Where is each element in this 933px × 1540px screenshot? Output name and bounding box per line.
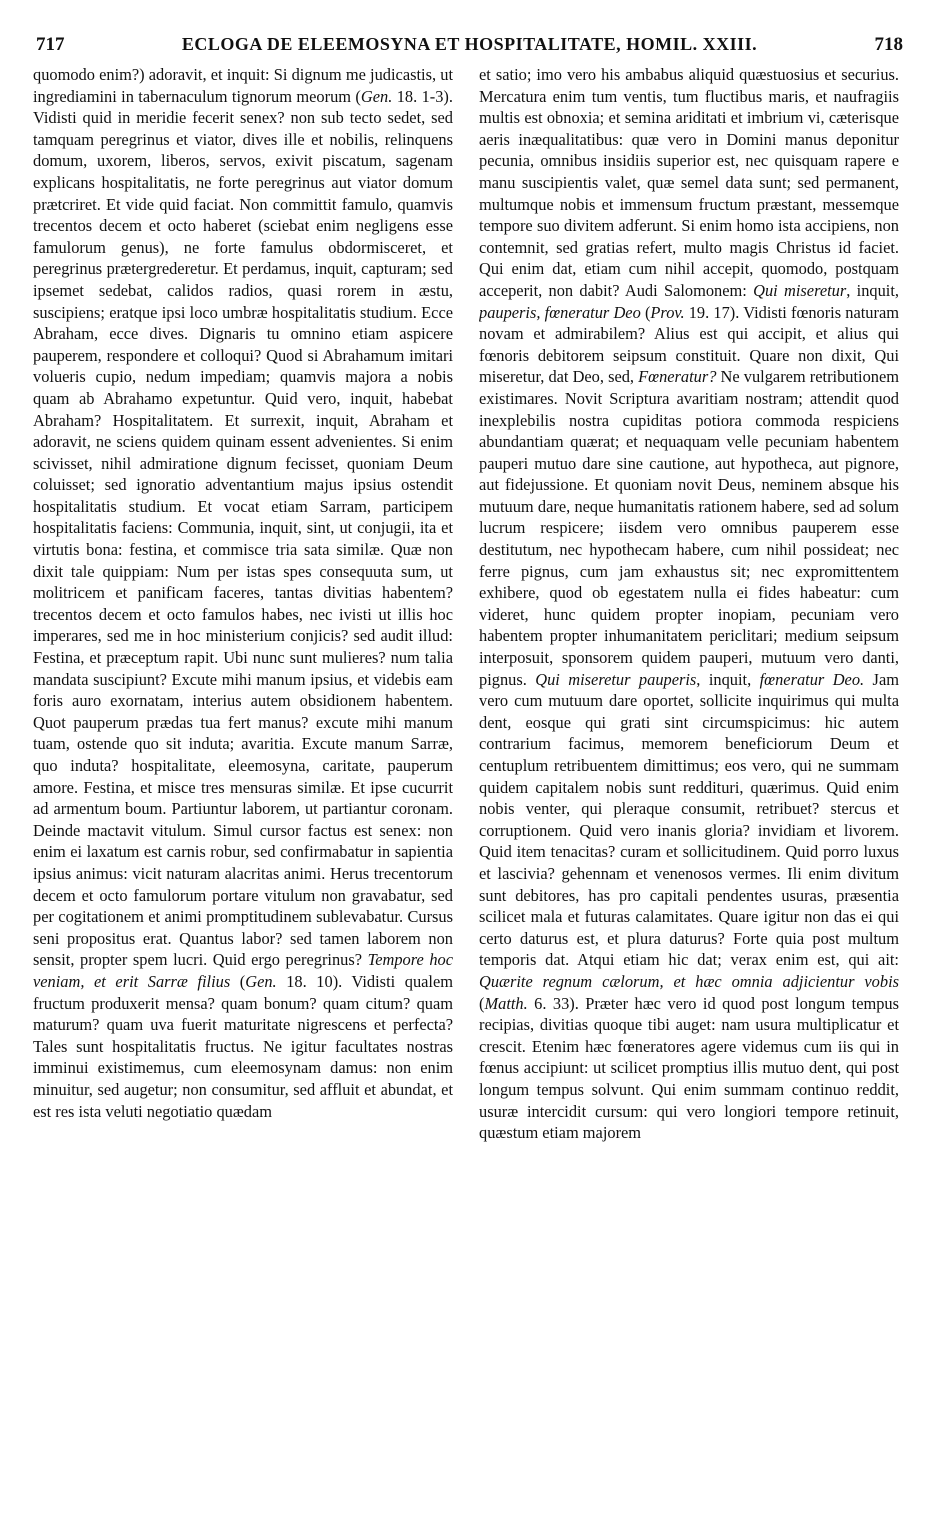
running-title: ECLOGA DE ELEEMOSYNA ET HOSPITALITATE, HOMIL. XXIII. — [181, 34, 758, 54]
text-segment: 18. 10). Vidisti qualem fructum produxerit mensa? quam bonum? quam citum? quam maturum? quam uva fuerit maturitate nigrescens et perfecta? Tales sunt hospitalitatis fructus. Ne igitur facultates nostras imminui existimemus, cum eleemosynam damus: non enim minuitur, sed augetur; non consumitur, sed affluit et abundat, et est res ista veluti negotiatio quædam — [33, 971, 453, 1121]
text-segment: Jam vero cum mutuum dare oportet, sollicite inquirimus qui multa dent, eosque qui grati sint circumspicimus: hic autem contrarium facimus, memorem beneficiorum Deum et centuplum retribuentem dimittimus; eos vero, qui ne summam quidem capitalem nobis sunt reddituri, quærimus. Quid enim nobis venter, qui pleraque consumit, retribuet? stercus et corruptionem. Quid vero inanis gloria? invidiam et livorem. Quid item tenacitas? curam et sollicitudinem. Quid porro luxus et lascivia? gehennam et venenosos vermes. Ili enim divitum sunt debitores, has pro capitali pendentes usuras, præsentia scilicet mala et futuras calamitates. Quare igitur non das ei qui certo daturus est, et plura daturus? Forte quia post multum temporis dat. Atqui etiam hic dat; verax enim est, qui ait: — [479, 669, 899, 970]
running-header — [36, 28, 903, 60]
italic-citation: Fœneratur? — [638, 367, 717, 387]
text-segment: quomodo enim?) adoravit, et inquit: Si dignum me judicastis, ut ingrediamini in tabernaculum tignorum meorum ( — [33, 65, 453, 106]
page-number-left: 717 — [36, 34, 65, 55]
text-segment: , inquit, — [696, 669, 760, 689]
text-segment: , inquit, — [846, 280, 899, 300]
text-segment: 18. 1-3). Vidisti quid in meridie fecerit senex? non sub tecto sedet, sed tamquam peregrinus et viator, dives ille et nobilis, relinquens domum, uxorem, liberos, servos, exivit piscatum, sagenam explicans hospitalitatis, ne forte peregrinus aut viator domum prætcriret. Et vide quid faciat. Non committit famulo, quamvis trecentos decem et octo haberet (sciebat enim negligens esse famulorum genus), ne forte famulus obdormisceret, et peregrinus prætergrederetur. Et perdamus, inquit, capturam; sed ipsemet sedebat, calidos radios, quasi rorem in æstu, suscipiens; eratque ipsi loco umbræ hospitalitatis studium. Ecce Abraham, ecce dives. Dignaris tu omnino etiam aspicere pauperem, respondere et colloqui? Quod si Abrahamum imitari volueris cupio, nedum impediam; quamvis majora a nobis quam ab Abrahamo expetuntur. Quid vero, inquit, habebat Abraham? Hospitalitatem. Et surrexit, inquit, Abraham et adoravit, ne sciens quidem quinam essent advenientes. Si enim scivisset, nihil admiratione dignum fecisset, quoniam Deum coluisset; sed ignoratio adventantium majus ipsius ostendit hospitalitatis studium. Et vocat etiam Sarram, participem hospitalitatis faciens: Communia, inquit, sint, ut conjugii, ita et virtutis bona: festina, et commisce tria sata similæ. Quæ non dixit tale quippiam: Num per istas spes consequuta sum, ut molitricem et panificam faceres, tantas divitias habentem? trecentos decem et octo famulos habes, nec ivisti ut illis hoc imperares, sed me in hoc ministerium conjicis? sed audit illud: Festina, et præceptum rapit. Ubi nunc sunt mulieres? num talia mandata suscipiunt? Excute mihi manum ipsius, et videbis eam foris auro exornatam, interius autem obsidionem habentem. Quot pauperum prædas tua fert manus? excute mihi manum tuam, ostende quo sit induta; avaritia. Excute manum Sarræ, quo induta? hospitalitate, eleemosyna, caritate, pauperum amore. Festina, et misce tres mensuras similæ. Et ipse cucurrit ad armentum boum. Partiuntur laborem, ut partiantur coronam. Deinde mactavit vitulum. Simul cursor factus est senex: non enim ei laxatum est carnis robur, sed confirmabatur in sapientia ipsius animus: vicit naturam alacritas animi. Herus trecentorum decem et octo famulorum portare vitulum non gravabatur, sed per cogitationem et animi promptitudinem sublevabatur. Cursus seni propositus erat. Quantus labor? sed tamen laborem non sensit, propter spem lucri. Quid ergo peregrinus? — [33, 86, 453, 970]
italic-citation: fœneratur Deo. — [759, 669, 865, 689]
left-column — [33, 64, 453, 1534]
page-number-right: 718 — [874, 34, 903, 55]
italic-citation: Qui miseretur pauperis — [535, 669, 697, 689]
text-segment: ( — [230, 971, 246, 991]
italic-citation: Prov. — [650, 302, 685, 322]
italic-citation: Gen. — [245, 971, 277, 991]
text-segment: et satio; imo vero his ambabus aliquid quæstuosius et securius. Mercatura enim tum ventis, tum fluctibus maris, et naufragiis multis est obnoxia; et semina ariditati et imbrium vi, cæterisque aeris inæqualitatibus: quæ vero in Domini manus deponitur pecunia, omnibus insidiis superior est, nec quisquam rapere e manu suscipientis valet, quæ semel data sunt; sed permanent, multumque nobis et immensum fructum præstant, messemque tempore suo divitem adferunt. Si enim homo ista accipiens, non contemnit, sed gratias refert, multo magis Christus id faciet. Qui enim dat, etiam cum nihil accepit, quomodo, postquam acceperit, non dabit? Audi Salomonem: — [479, 65, 899, 300]
italic-citation: Gen. — [360, 86, 393, 106]
right-column — [479, 64, 899, 1534]
text-segment: 6. 33). Præter hæc vero id quod post longum tempus recipias, divitias quoque tibi auget: nam usura multiplicatur et crescit. Etenim hæc fœneratores agere videmus cum iis qui in fœnus accipiunt: ut scilicet promptius illis mutuo dent, qui post longum tempus solvunt. Qui enim summam continuo reddit, usuræ intercidit cursum: qui vero longiori tempore retinuit, quæstum etiam majorem — [479, 993, 899, 1143]
text-segment: Ne vulgarem retributionem existimares. Novit Scriptura avaritiam nostram; attendit quod inexplebilis nostra cupiditas potiora commoda respiciens abundantiam quærat; et nequaquam velle pecuniam habentem pauperi mutuo dare sine cautione, aut hypotheca, aut pignore, aut fidejussione. Et quoniam novit Deus, neminem absque his mutuum dare, neque humanitatis rationem habere, sed ad solum lucrum respicere; iisdem vero omnibus pauperem esse destitutum, nec hypothecam habere, cum nihil possideat; nec ferre pignus, cum jam exhaustus sit; nec expromittentem exhibere, quod ob egestatem nulla ei fides habeatur: cum videret, hunc quidem propter inopiam, pecuniam vero habentem propter inhumanitatem periclitari; medium seipsum interposuit, sponsorem quidem pauperi, mutuum vero danti, pignus. — [479, 367, 899, 689]
italic-citation: Matth. — [484, 993, 528, 1013]
italic-citation: Tempore hoc veniam, et erit Sarræ filius — [33, 950, 453, 991]
text-segment: ( — [479, 993, 485, 1013]
italic-citation: pauperis, fœneratur Deo — [479, 302, 641, 322]
text-segment: ( — [640, 302, 651, 322]
italic-citation: Qui miseretur — [753, 280, 847, 300]
text-segment: 19. 17). Vidisti fœnoris naturam novam et admirabilem? Alius est qui accipit, et alius qui fœnoris debitorem seipsum constituit. Quare non dixit, Qui miseretur, dat Deo, sed, — [479, 302, 899, 387]
italic-citation: Quærite regnum cælorum, et hæc omnia adjicientur vobis — [479, 971, 899, 991]
